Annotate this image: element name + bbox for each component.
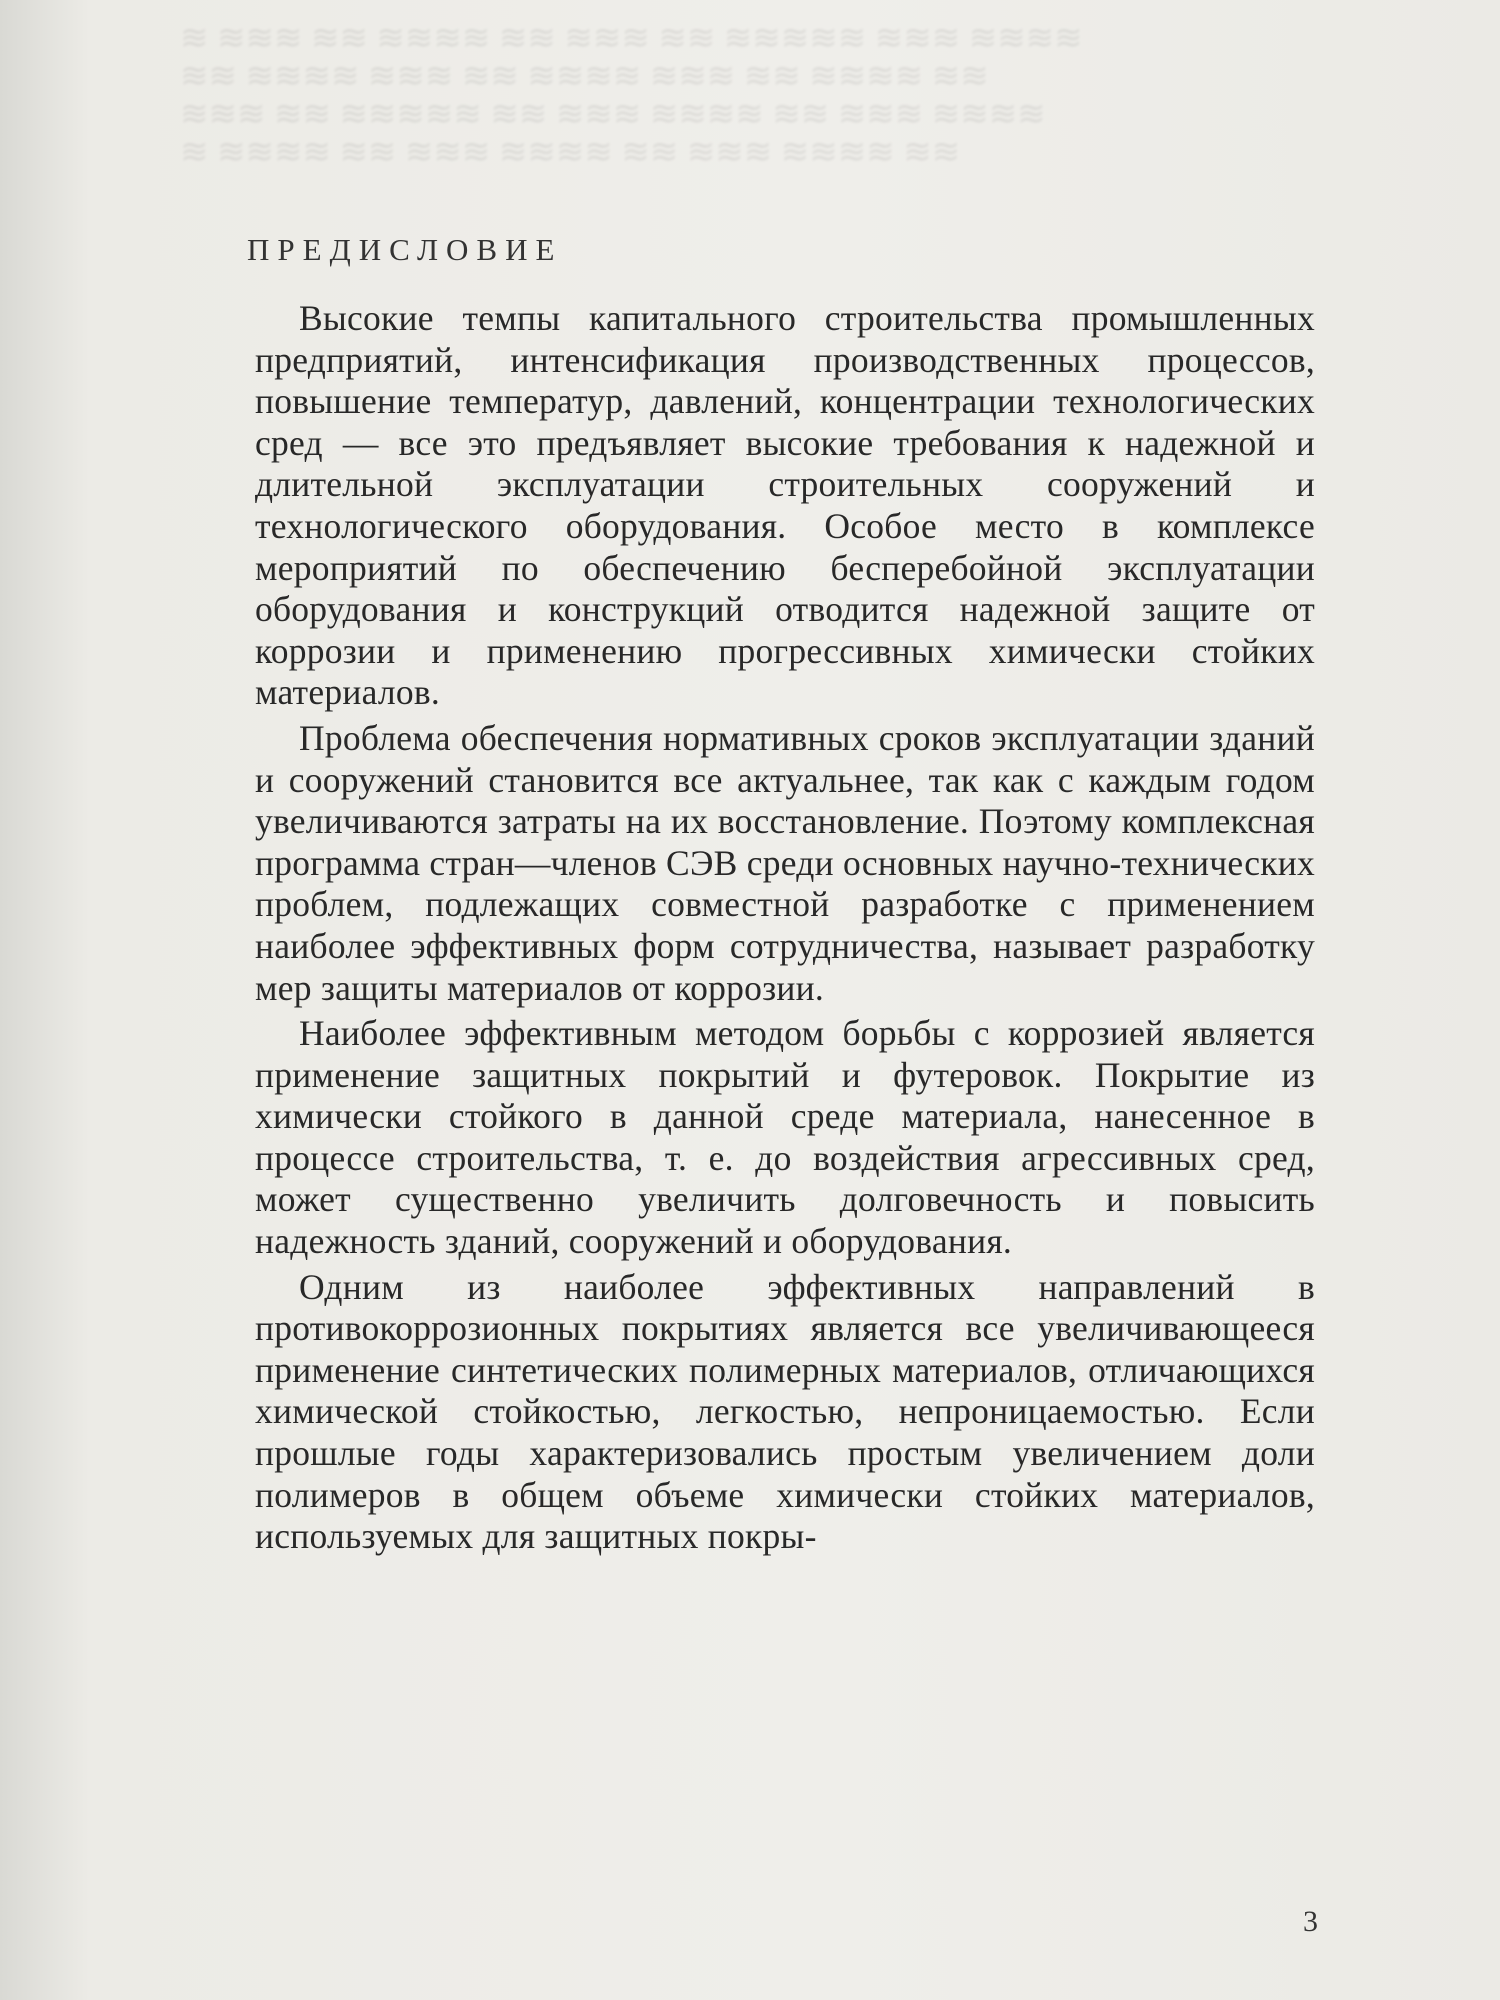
paragraph-1: Высокие темпы капитального строительства промышленных предприятий, интенсификация производственных процессов, повышение температур, давлений, концентрации технологических сред — все это предъявляет высокие требования к надежной и длительной эксплуатации строительных сооружений и технологического оборудования. Особое место в комплексе мероприятий по обеспечению бесперебойной эксплуатации оборудования и конструкций отводится надежной защите от коррозии и применению прогрессивных химически стойких материалов.	[255, 298, 1315, 713]
paragraph-3: Наиболее эффективным методом борьбы с коррозией является применение защитных покрытий и футеровок. Покрытие из химически стойкого в данной среде материала, нанесенное в процессе строительства, т. е. до воздействия агрессивных сред, может существенно увеличить долговечность и повысить надежность зданий, сооружений и оборудования.	[255, 1013, 1315, 1262]
page-number: 3	[1303, 1905, 1318, 1938]
paragraph-2: Проблема обеспечения нормативных сроков эксплуатации зданий и сооружений становится все актуальнее, так как с каждым годом увеличиваются затраты на их восстановление. Поэтому комплексная программа стран—членов СЭВ среди основных научно-технических проблем, подлежащих совместной разработке с применением наиболее эффективных форм сотрудничества, называет разработку мер защиты материалов от коррозии.	[255, 717, 1315, 1008]
text-block	[247, 220, 1315, 1562]
bleed-through-texture: ≋ ≋≋≋ ≋≋ ≋≋≋≋ ≋≋ ≋≋≋ ≋≋ ≋≋≋≋≋ ≋≋≋ ≋≋≋≋ ≋≋ ≋≋≋≋ ≋≋≋ ≋≋ ≋≋≋≋ ≋≋≋ ≋≋ ≋≋≋≋ ≋≋ ≋≋≋ ≋≋ ≋≋≋≋≋ ≋≋ ≋≋≋ ≋≋≋≋ ≋≋ ≋≋≋ ≋≋≋≋ ≋ ≋≋≋≋ ≋≋ ≋≋≋ ≋≋≋≋ ≋≋ ≋≋≋ ≋≋≋≋ ≋≋	[180, 20, 1083, 171]
page-title: ПРЕДИСЛОВИЕ	[247, 232, 563, 267]
paragraph-4: Одним из наиболее эффективных направлений в противокоррозионных покрытиях является все увеличивающееся применение синтетических полимерных материалов, отличающихся химической стойкостью, легкостью, непроницаемостью. Если прошлые годы характеризовались простым увеличением доли полимеров в общем объеме химически стойких материалов, используемых для защитных покры-	[255, 1266, 1315, 1557]
